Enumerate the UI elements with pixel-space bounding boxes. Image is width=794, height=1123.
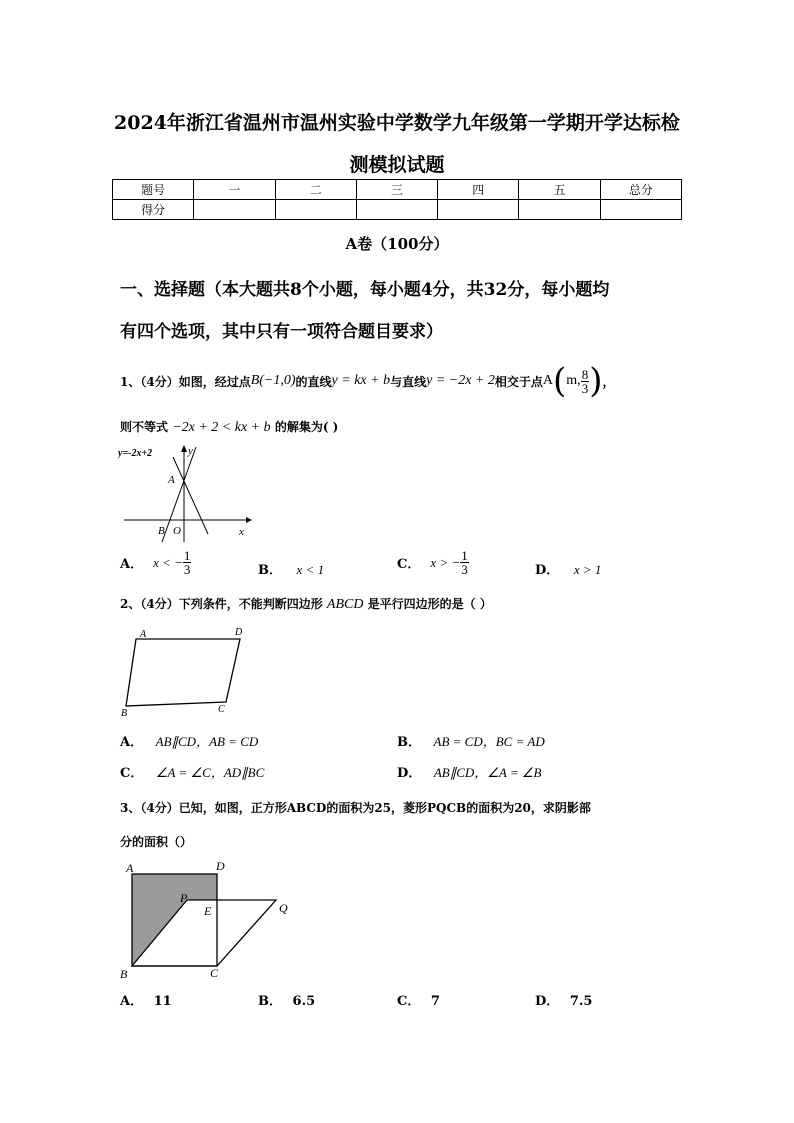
q2-fig-label-c: C: [218, 704, 225, 715]
q3-option-d-text: 7.5: [569, 994, 593, 1009]
q1-option-d[interactable]: [535, 559, 601, 578]
q1-fig-line-label: y=-2x+2: [118, 448, 153, 459]
q1-fig-point-b: B: [158, 525, 165, 537]
score-table-header-cell: 四: [438, 180, 519, 200]
score-cell: [356, 200, 437, 220]
q3-option-c-text: 7: [430, 994, 440, 1009]
q1-text1: 的直线: [295, 374, 332, 389]
q3-stem-line2: 分的面积（）: [120, 835, 193, 849]
q1-option-a[interactable]: [120, 549, 191, 576]
q2-fig-label-a: A: [140, 629, 147, 640]
q1-option-d-letter: D．: [535, 563, 560, 578]
q3-option-b-letter: B．: [258, 994, 282, 1009]
score-cell: [438, 200, 519, 220]
q3-option-b[interactable]: [258, 990, 315, 1009]
q2-parallelogram-figure: [118, 624, 253, 718]
q3-option-a[interactable]: [120, 990, 172, 1009]
q3-option-d-letter: D．: [535, 994, 560, 1009]
q2-option-d[interactable]: [397, 762, 541, 781]
q1-option-a-text: x < −: [153, 554, 183, 570]
q3-option-d[interactable]: [535, 990, 592, 1009]
document-title-line2: 测模拟试题: [349, 154, 445, 176]
q1-option-b-letter: B．: [258, 563, 282, 578]
q1-option-c-text: x > −: [430, 554, 461, 570]
q2-option-b[interactable]: [397, 731, 545, 750]
part1-heading-line1: 一、选择题（本大题共8个小题，每小题4分，共32分，每小题均: [120, 280, 610, 300]
score-table: [112, 179, 682, 220]
q3-fig-label-b: B: [120, 967, 128, 981]
q1-option-c-letter: C．: [397, 557, 421, 572]
q1-option-a-num: 1: [183, 548, 191, 563]
q3-fig-label-a: A: [126, 861, 134, 875]
q1-option-d-text: x > 1: [573, 562, 602, 577]
q2-option-b-letter: B．: [397, 735, 421, 750]
q1-fig-point-a: A: [168, 474, 175, 486]
score-row-label: 得分: [113, 200, 194, 220]
q2-text-pre: 2、（4分）下列条件，不能判断四边形: [120, 597, 323, 611]
q3-shaded-region: [132, 874, 217, 966]
q3-option-b-text: 6.5: [292, 994, 316, 1009]
score-table-header-cell: 一: [194, 180, 275, 200]
q3-option-c[interactable]: [397, 990, 440, 1009]
q1-option-c-fraction: [460, 549, 469, 576]
score-table-header-cell: 五: [519, 180, 600, 200]
q1-point-a-m: m,: [566, 373, 581, 388]
q3-square-rhombus-figure: [118, 857, 298, 981]
q1-fraction-numerator: 8: [581, 366, 589, 382]
q3-option-a-letter: A．: [120, 994, 144, 1009]
q1-x-axis-arrow: [246, 517, 252, 523]
q1-point-a-fraction: [581, 368, 590, 395]
q1-prefix: 1、（4分）如图，经过点: [120, 374, 251, 389]
q1-line2-prefix: 则不等式: [120, 420, 169, 434]
q2-fig-label-b: B: [121, 708, 128, 718]
q1-paren-close: ): [589, 361, 603, 401]
q2-text-post: 是平行四边形的是（ ）: [367, 597, 492, 611]
q3-option-a-text: 11: [153, 994, 172, 1009]
q1-stem-line2: [120, 418, 338, 436]
score-cell: [275, 200, 356, 220]
q1-fraction-denominator: 3: [581, 380, 589, 396]
q2-option-d-text: AB∥CD，∠A = ∠B: [433, 765, 542, 780]
q2-stem: [120, 595, 492, 613]
q1-option-a-fraction: [183, 549, 192, 576]
score-cell: [519, 200, 600, 220]
score-cell: [600, 200, 681, 220]
score-table-score-row: [113, 200, 682, 220]
q1-point-b: B(−1,0): [250, 373, 296, 388]
q2-option-c-letter: C．: [120, 766, 144, 781]
q3-fig-label-d: D: [216, 859, 225, 873]
q1-paren-open: (: [553, 361, 567, 401]
q1-option-c[interactable]: [397, 549, 469, 576]
q2-option-d-letter: D．: [397, 766, 422, 781]
q1-stem-line1: [120, 363, 614, 399]
score-table-header-cell: 三: [356, 180, 437, 200]
q1-line2-eq: y = −2x + 2: [426, 373, 495, 388]
q1-fig-y-label: y: [188, 445, 193, 457]
q1-y-axis-arrow: [181, 445, 187, 452]
q1-point-a: A: [542, 373, 554, 388]
q1-comma: ，: [602, 374, 615, 389]
score-cell: [194, 200, 275, 220]
q1-text2: 与直线: [390, 374, 427, 389]
score-table-header-row: [113, 180, 682, 200]
q1-text3: 相交于点: [494, 374, 543, 389]
q3-fig-label-p: P: [180, 891, 188, 905]
q1-inequality: −2x + 2 < kx + b: [172, 420, 271, 435]
q2-option-a-letter: A．: [120, 735, 144, 750]
document-title-line1: 2024年浙江省温州市温州实验中学数学九年级第一学期开学达标检: [114, 112, 680, 134]
q1-fig-origin: O: [173, 525, 181, 537]
q2-abcd: ABCD: [326, 597, 364, 612]
q2-fig-label-d: D: [235, 627, 243, 638]
q2-option-b-text: AB = CD，BC = AD: [433, 734, 545, 749]
section-a-heading: A卷（100分）: [345, 235, 449, 253]
part1-heading-line2: 有四个选项，其中只有一项符合题目要求）: [120, 322, 443, 342]
q2-parallelogram: [126, 639, 240, 706]
q1-graph-figure: [118, 442, 253, 544]
q2-option-a[interactable]: [120, 731, 258, 750]
q2-option-c-text: ∠A = ∠C，AD∥BC: [155, 765, 265, 780]
q2-option-a-text: AB∥CD，AB = CD: [155, 734, 259, 749]
q1-option-c-num: 1: [461, 548, 468, 563]
q1-option-a-den: 3: [183, 562, 191, 577]
q3-stem-line1: 3、（4分）已知，如图，正方形ABCD的面积为25，菱形PQCB的面积为20，求阴影部: [120, 801, 591, 815]
q3-option-c-letter: C．: [397, 994, 421, 1009]
q1-line2-suffix: 的解集为( ): [274, 420, 339, 434]
q1-option-c-den: 3: [461, 562, 468, 577]
q1-line1-eq: y = kx + b: [331, 373, 391, 388]
q3-fig-label-e: E: [204, 904, 212, 918]
score-table-header-cell: 二: [275, 180, 356, 200]
q2-option-c[interactable]: [120, 762, 264, 781]
score-table-header-cell: 题号: [113, 180, 194, 200]
q3-fig-label-q: Q: [279, 901, 288, 915]
score-table-header-cell: 总分: [600, 180, 681, 200]
q1-option-b[interactable]: [258, 559, 324, 578]
q1-option-b-text: x < 1: [296, 562, 325, 577]
q1-option-a-letter: A．: [120, 557, 144, 572]
q3-fig-label-c: C: [210, 966, 219, 980]
q1-fig-x-label: x: [239, 526, 244, 538]
